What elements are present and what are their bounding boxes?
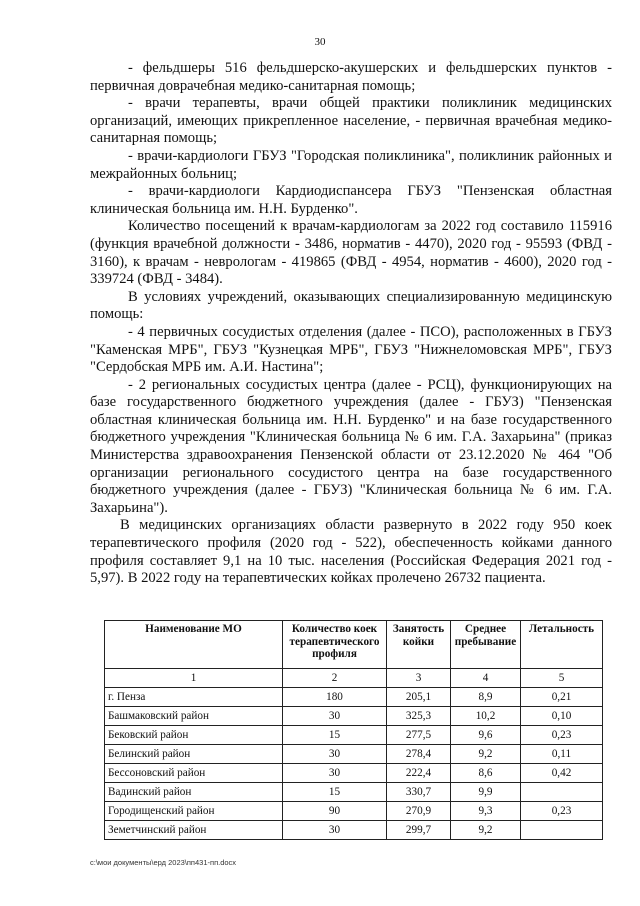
table-cell: 30 [283, 764, 387, 783]
table-cell: 330,7 [387, 783, 451, 802]
header-mortality: Летальность [521, 621, 603, 669]
hospital-beds-table [104, 620, 603, 840]
table-row [105, 764, 603, 783]
table-cell: 278,4 [387, 745, 451, 764]
header-avg-stay: Среднее пребывание [451, 621, 521, 669]
table-cell: 9,3 [451, 802, 521, 821]
table-cell: 90 [283, 802, 387, 821]
table-cell: 9,2 [451, 745, 521, 764]
table-cell: 15 [283, 726, 387, 745]
table-row [105, 707, 603, 726]
table-cell: 0,11 [521, 745, 603, 764]
header-occupancy: Занятость койки [387, 621, 451, 669]
table-cell: Бессоновский район [105, 764, 283, 783]
table-cell: 0,10 [521, 707, 603, 726]
table-cell: 299,7 [387, 821, 451, 840]
table-row [105, 821, 603, 840]
table-cell [521, 783, 603, 802]
table-header-row [105, 621, 603, 669]
table-row [105, 783, 603, 802]
document-body [90, 60, 612, 588]
paragraph-2: - врачи терапевты, врачи общей практики поликлиник медицинских организаций, имеющих прикрепленное население, - первичная врачебная медико-санитарная помощь; [90, 95, 612, 147]
table-cell: Белинский район [105, 745, 283, 764]
table-cell: 0,23 [521, 726, 603, 745]
table-row [105, 688, 603, 707]
table-cell: 1 [105, 669, 283, 688]
table-cell: Городищенский район [105, 802, 283, 821]
table-cell: 270,9 [387, 802, 451, 821]
header-bed-count: Количество коек терапевтического профиля [283, 621, 387, 669]
table-cell: 9,6 [451, 726, 521, 745]
table-cell: Башмаковский район [105, 707, 283, 726]
paragraph-4: - врачи-кардиологи Кардиодиспансера ГБУЗ "Пензенская областная клиническая больница им. Н.Н. Бурденко". [90, 183, 612, 217]
paragraph-1: - фельдшеры 516 фельдшерско-акушерских и фельдшерских пунктов - первичная доврачебная медико-санитарная помощь; [90, 60, 612, 94]
table-cell: Земетчинский район [105, 821, 283, 840]
table-cell: 3 [387, 669, 451, 688]
table-cell: 30 [283, 821, 387, 840]
table-cell [521, 821, 603, 840]
table-cell: 15 [283, 783, 387, 802]
table-cell: 277,5 [387, 726, 451, 745]
table-cell: г. Пенза [105, 688, 283, 707]
paragraph-9: В медицинских организациях области развернуто в 2022 году 950 коек терапевтического профиля (2020 год - 522), обеспеченность койками данного профиля составляет 9,1 на 10 тыс. населения (Российская Федерация 2021 год - 5,97). В 2022 году на терапевтических койках пролечено 26732 пациента. [90, 517, 612, 587]
paragraph-7: - 4 первичных сосудистых отделения (далее - ПСО), расположенных в ГБУЗ "Каменская МРБ", ГБУЗ "Кузнецкая МРБ", ГБУЗ "Нижнеломовская МРБ", ГБУЗ "Сердобская МРБ им. А.И. Настина"; [90, 323, 612, 376]
paragraph-3: - врачи-кардиологи ГБУЗ "Городская поликлиника", поликлиник районных и межрайонных больниц; [90, 147, 612, 182]
paragraph-6: В условиях учреждений, оказывающих специализированную медицинскую помощь: [90, 288, 612, 323]
header-mo-name: Наименование МО [105, 621, 283, 669]
table-cell: 205,1 [387, 688, 451, 707]
table-row [105, 745, 603, 764]
table-cell: 9,2 [451, 821, 521, 840]
table-cell: 0,42 [521, 764, 603, 783]
table-cell: 10,2 [451, 707, 521, 726]
table-index-row [105, 669, 603, 688]
table-cell: 5 [521, 669, 603, 688]
page-number: 30 [314, 36, 326, 48]
table-cell: 222,4 [387, 764, 451, 783]
table-cell: 30 [283, 745, 387, 764]
table-cell: 9,9 [451, 783, 521, 802]
table-cell: 30 [283, 707, 387, 726]
table-cell: 8,9 [451, 688, 521, 707]
table-cell: 180 [283, 688, 387, 707]
table-cell: 2 [283, 669, 387, 688]
table-cell: Бековский район [105, 726, 283, 745]
table-cell: 0,21 [521, 688, 603, 707]
paragraph-8: - 2 региональных сосудистых центра (далее - РСЦ), функционирующих на базе государственного бюджетного учреждения (далее - ГБУЗ) "Пензенская областная клиническая больница им. Н.Н. Бурденко" и на базе государственного бюджетного учреждения "Клиническая больница № 6 им. Г.А. Захарьина" (приказ Министерства здравоохранения Пензенской области от 23.12.2020 № 464 "Об организации регионального сосудистого центра на базе государственного бюджетного учреждения (далее - ГБУЗ) "Клиническая больница № 6 им. Г.А. Захарьина"). [90, 376, 612, 516]
table-cell: 0,23 [521, 802, 603, 821]
table-row [105, 726, 603, 745]
footer-file-path: c:\мои документы\ерд 2023\пп431-пп.docx [90, 858, 237, 867]
table-cell: 4 [451, 669, 521, 688]
table-cell: 8,6 [451, 764, 521, 783]
paragraph-5: Количество посещений к врачам-кардиологам за 2022 год составило 115916 (функция врачебной должности - 3486, норматив - 4470), 2020 год - 95593 (ФВД - 3160), к врачам - неврологам - 419865 (ФВД - 4954, норматив - 4600), 2020 год - 339724 (ФВД - 3484). [90, 218, 612, 288]
table-row [105, 802, 603, 821]
table-cell: Вадинский район [105, 783, 283, 802]
table-cell: 325,3 [387, 707, 451, 726]
